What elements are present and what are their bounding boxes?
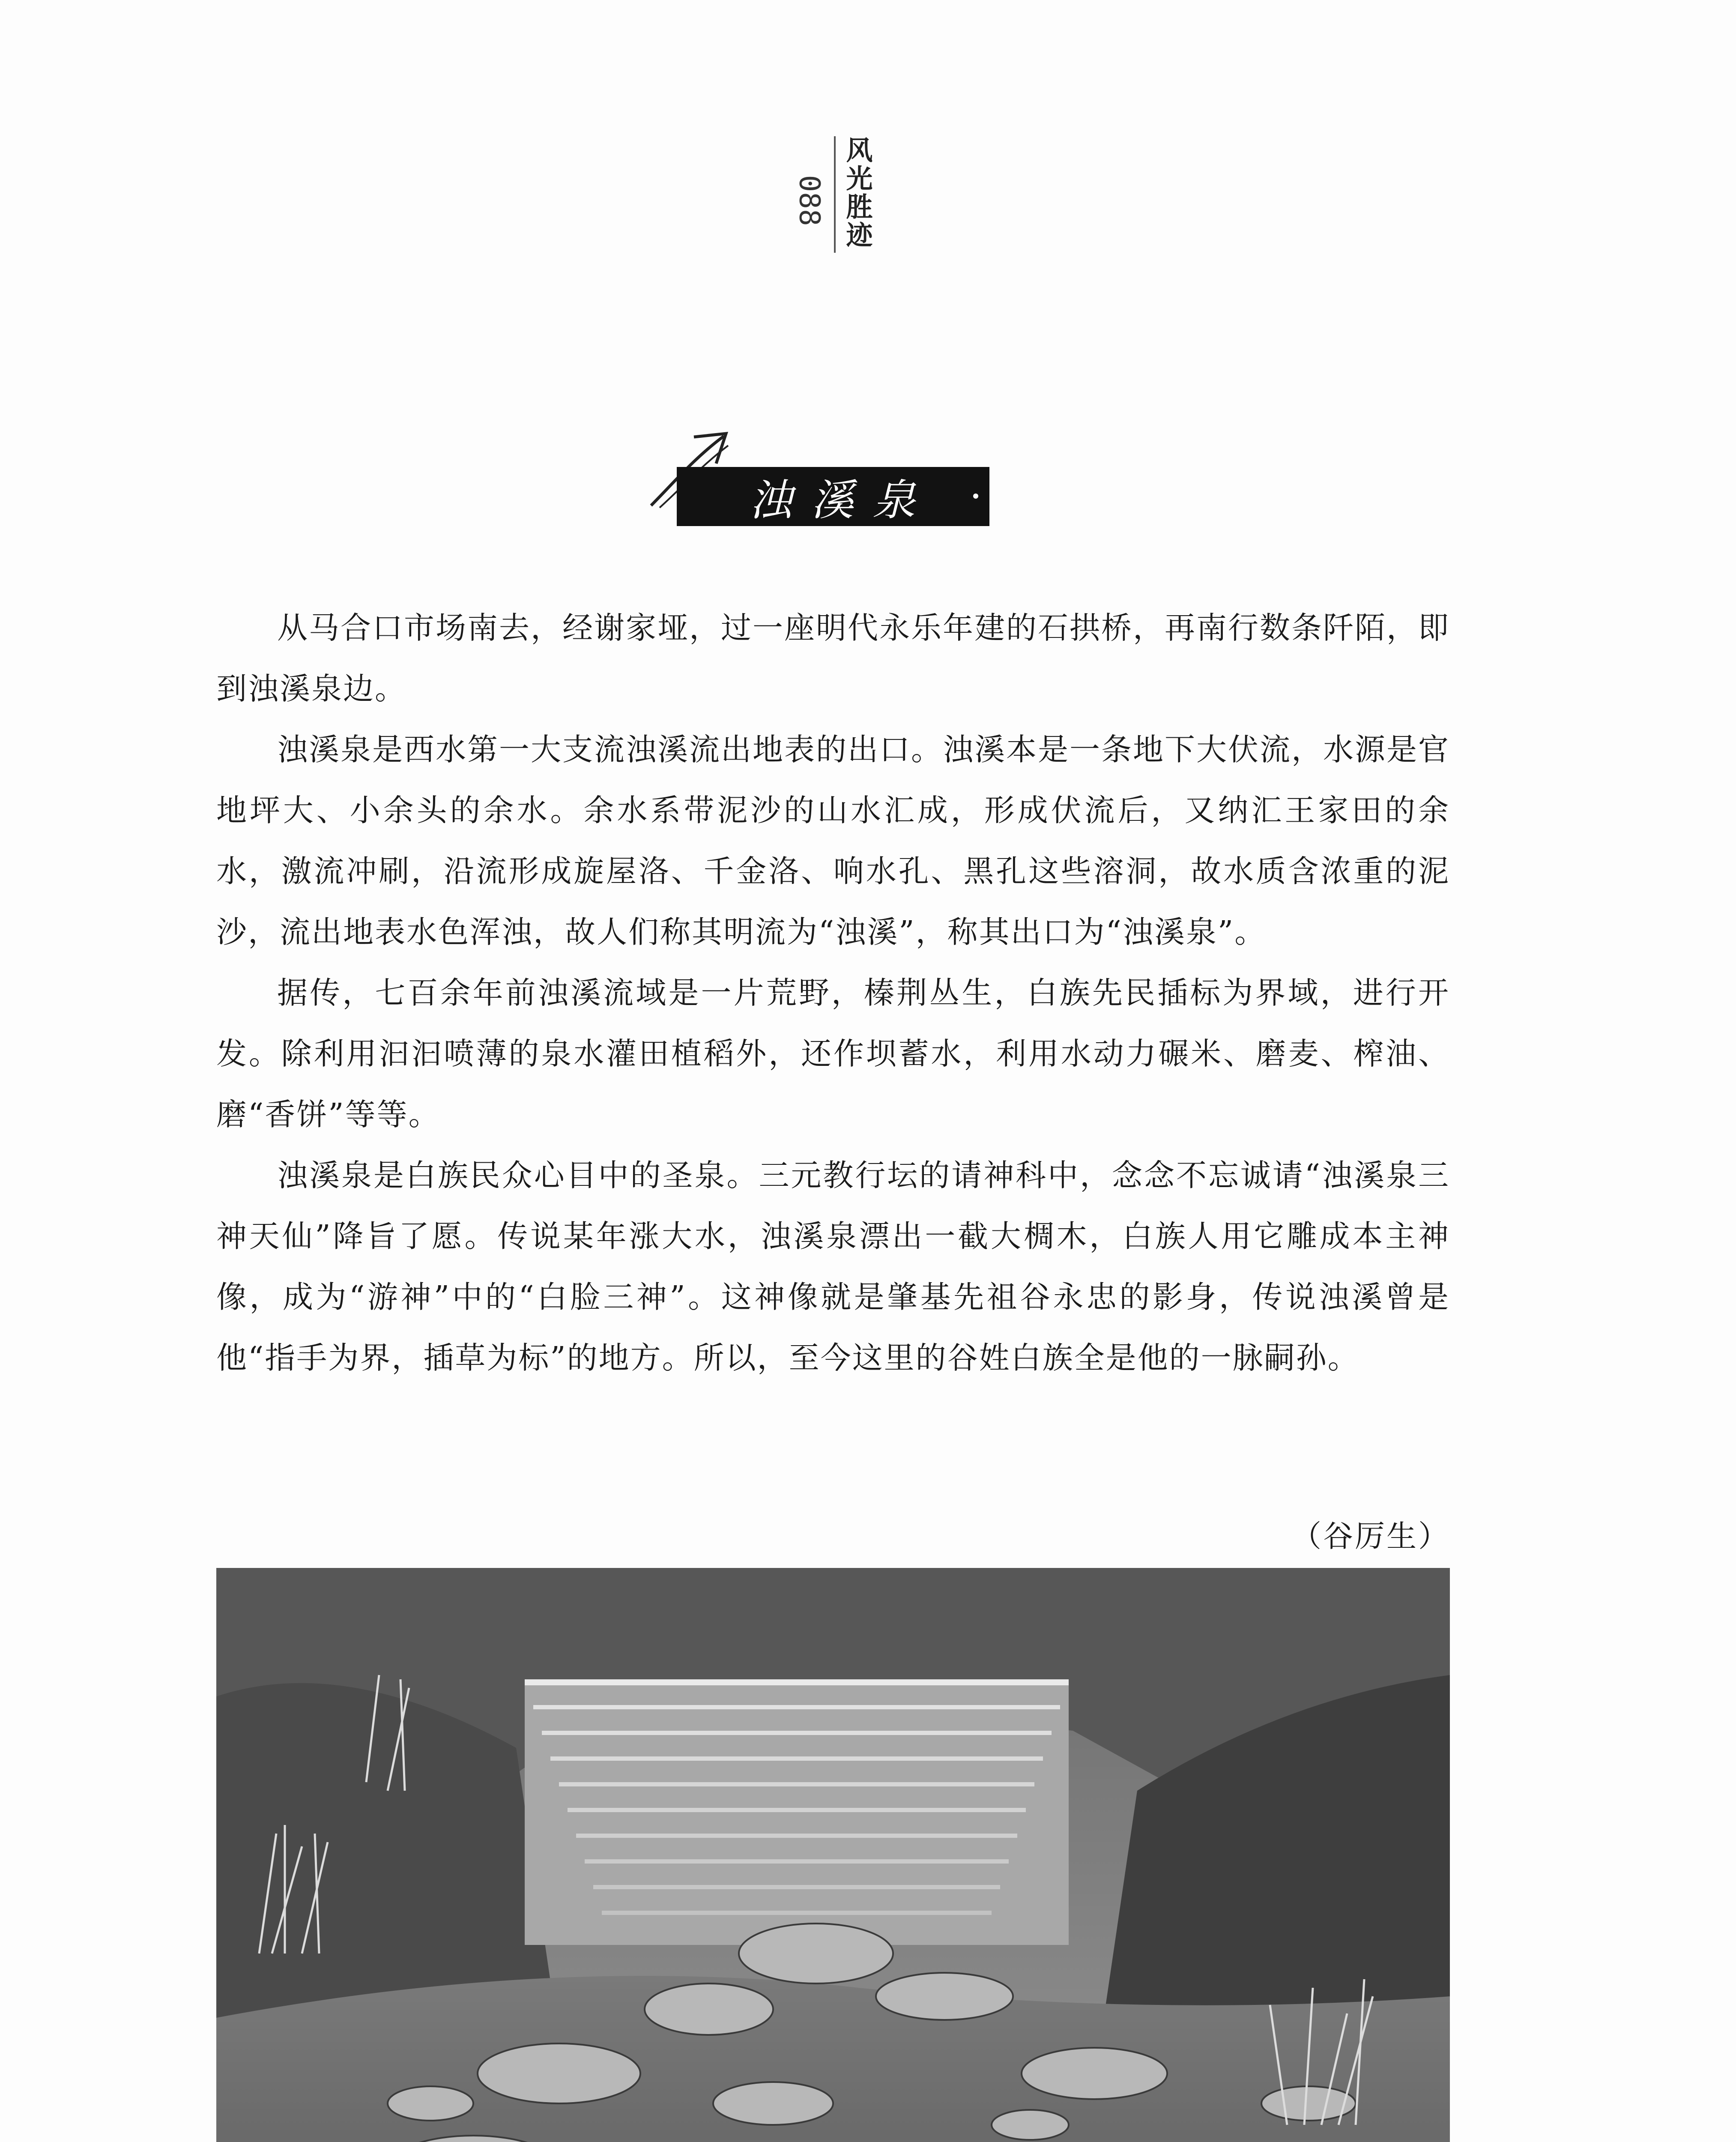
title-bar — [677, 467, 989, 526]
article-title: 浊溪泉 — [749, 475, 934, 525]
stream-weir-photo-icon — [216, 1568, 1450, 2142]
paragraph: 浊溪泉是白族民众心目中的圣泉。三元教行坛的请神科中，念念不忘诚请“浊溪泉三神天仙”降旨了愿。传说某年涨大水，浊溪泉漂出一截大椆木，白族人用它雕成本主神像，成为“游神”中的“白脸三神”。这神像就是肇基先祖谷永忠的影身，传说浊溪曾是他“指手为界，插草为标”的地方。所以，至今这里的谷姓白族全是他的一脉嗣孙。 — [216, 1158, 1450, 1376]
author-credit: （谷厉生） — [1291, 1519, 1450, 1554]
page-number: 088 — [793, 175, 826, 226]
page-header — [787, 136, 877, 260]
article-body — [216, 598, 1450, 1388]
paragraph: 据传，七百余年前浊溪流域是一片荒野，榛荆丛生，白族先民插标为界域，进行开发。除利用汩汩喷薄的泉水灌田植稻外，还作坝蓄水，利用水动力碾米、磨麦、榨油、磨“香饼”等等。 — [216, 975, 1450, 1132]
paragraph: 浊溪泉是西水第一大支流浊溪流出地表的出口。浊溪本是一条地下大伏流，水源是官地坪大、小余头的余水。余水系带泥沙的山水汇成，形成伏流后，又纳汇王家田的余水，激流冲刷，沿流形成旋屋洛、千金洛、响水孔、黑孔这些溶洞，故水质含浓重的泥沙，流出地表水色浑浊，故人们称其明流为“浊溪”，称其出口为“浊溪泉”。 — [216, 732, 1450, 950]
article-title-banner — [642, 424, 994, 531]
section-label: 风光胜迹 — [842, 136, 873, 249]
header-divider — [834, 136, 836, 253]
title-dot — [973, 494, 978, 499]
stream-photo — [216, 1568, 1450, 2142]
paragraph: 从马合口市场南去，经谢家垭，过一座明代永乐年建的石拱桥，再南行数条阡陌，即到浊溪泉边。 — [216, 610, 1450, 706]
